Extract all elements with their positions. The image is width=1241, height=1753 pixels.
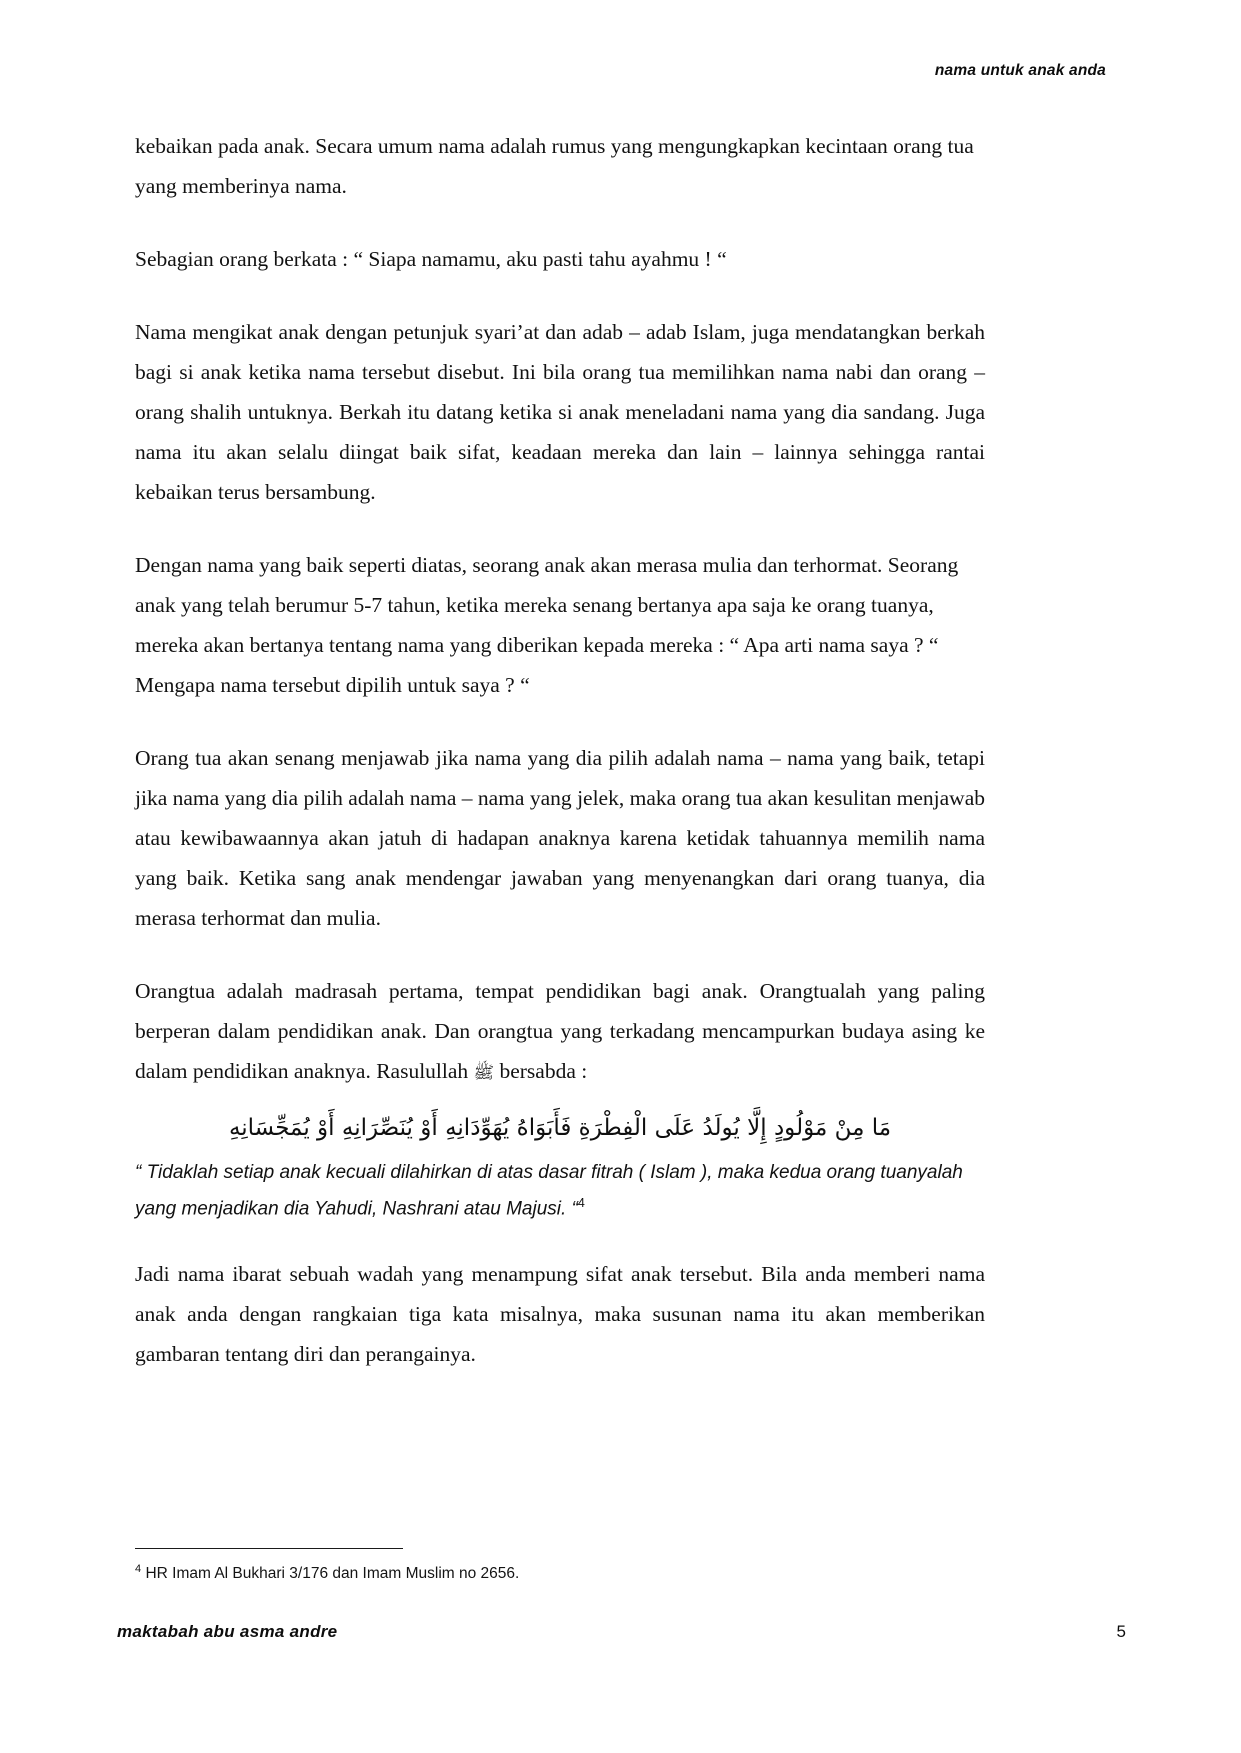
paragraph-2: Sebagian orang berkata : “ Siapa namamu, aku pasti tahu ayahmu ! “ <box>135 247 727 271</box>
footnote-reference-4[interactable]: 4 <box>577 1196 585 1210</box>
paragraph-before-hadith-tail: bersabda : <box>494 1059 588 1083</box>
hadith-translation <box>135 1157 985 1224</box>
page-footer <box>117 1622 1126 1650</box>
footnote-separator <box>135 1548 403 1549</box>
sallallahu-alaihi-wasallam-icon: ﷺ <box>473 1063 495 1083</box>
paragraph-3: Nama mengikat anak dengan petunjuk syari’at dan adab – adab Islam, juga mendatangkan berkah bagi si anak ketika nama tersebut disebut. Ini bila orang tua memilihkan nama nabi dan orang – orang shalih untuknya. Berkah itu datang ketika si anak meneladani nama yang dia sandang. Juga nama itu akan selalu diingat baik sifat, keadaan mereka dan lain – lainnya sehingga rantai kebaikan terus bersambung. <box>135 320 985 504</box>
page-number: 5 <box>1116 1622 1126 1641</box>
footnote-number: 4 <box>135 1563 142 1575</box>
footnote-text: HR Imam Al Bukhari 3/176 dan Imam Muslim no 2656. <box>145 1565 520 1583</box>
footnote-area <box>135 1548 985 1585</box>
paragraph-before-hadith-text: Orangtua adalah madrasah pertama, tempat pendidikan bagi anak. Orangtualah yang paling berperan dalam pendidikan anak. Dan orangtua yang terkadang mencampurkan budaya asing ke dalam pendidikan anaknya. Rasulullah <box>135 979 985 1083</box>
paragraph-before-hadith <box>135 971 985 1091</box>
paragraph-5: Orang tua akan senang menjawab jika nama yang dia pilih adalah nama – nama yang baik, tetapi jika nama yang dia pilih adalah nama – nama yang jelek, maka orang tua akan kesulitan menjawab atau kewibawaannya akan jatuh di hadapan anaknya karena ketidak tahuannya memilih nama yang baik. Ketika sang anak mendengar jawaban yang menyenangkan dari orang tuanya, dia merasa terhormat dan mulia. <box>135 746 985 930</box>
page-body <box>135 126 985 1374</box>
hadith-arabic-text: مَا مِنْ مَوْلُودٍ إِلَّا يُولَدُ عَلَى الْفِطْرَةِ فَأَبَوَاهُ يُهَوِّدَانِهِ أَوْ يُنَصِّرَانِهِ أَوْ يُمَجِّسَانِهِ <box>228 1115 892 1141</box>
paragraph-after-hadith: Jadi nama ibarat sebuah wadah yang menampung sifat anak tersebut. Bila anda memberi nama anak anda dengan rangkaian tiga kata misalnya, maka susunan nama itu akan memberikan gambaran tentang diri dan perangainya. <box>135 1262 985 1367</box>
footer-imprint: maktabah abu asma andre <box>117 1622 338 1641</box>
page-header-title: nama untuk anak anda <box>934 62 1106 79</box>
paragraph-1: kebaikan pada anak. Secara umum nama adalah rumus yang mengungkapkan kecintaan orang tua yang memberinya nama. <box>135 134 974 198</box>
footnote-item <box>135 1558 985 1585</box>
paragraph-4: Dengan nama yang baik seperti diatas, seorang anak akan merasa mulia dan terhormat. Seorang anak yang telah berumur 5-7 tahun, ketika mereka senang bertanya apa saja ke orang tuanya, mereka akan bertanya tentang nama yang diberikan kepada mereka : “ Apa arti nama saya ? “ Mengapa nama tersebut dipilih untuk saya ? “ <box>135 553 959 697</box>
page-header <box>135 62 1106 80</box>
hadith-translation-text: “ Tidaklah setiap anak kecuali dilahirkan di atas dasar fitrah ( Islam ), maka kedua orang tuanyalah yang menjadikan dia Yahudi, Nashrani atau Majusi. “ <box>135 1162 963 1220</box>
